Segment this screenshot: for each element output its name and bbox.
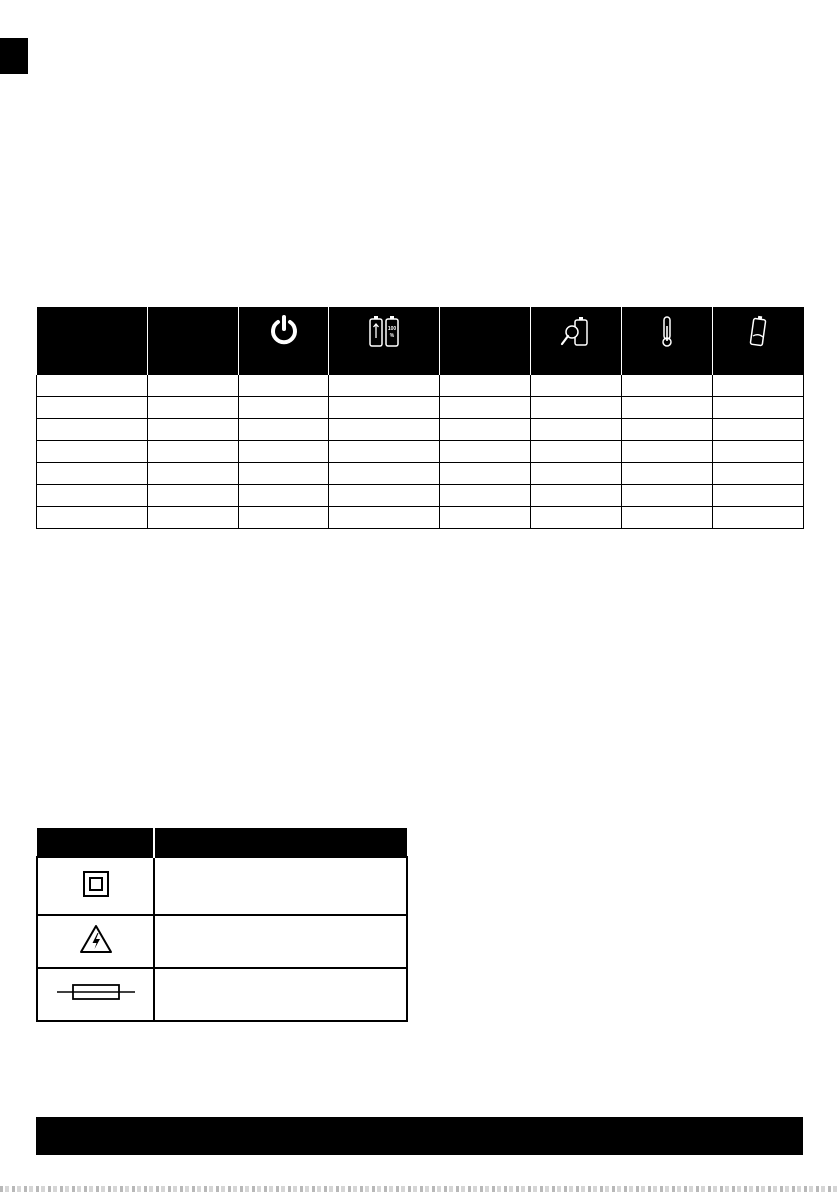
battery-search-icon [559, 314, 593, 348]
table-cell [148, 463, 239, 485]
header-cell-empty [37, 307, 148, 375]
table-cell [329, 485, 440, 507]
symbol-row [37, 915, 407, 968]
table-cell [329, 419, 440, 441]
symbol-description [154, 857, 407, 915]
table-cell [148, 507, 239, 529]
table-cell [37, 485, 148, 507]
header-cell-temperature [622, 307, 713, 375]
table-cell [622, 375, 713, 397]
header-cell-empty [148, 307, 239, 375]
electric-hazard-icon [79, 924, 113, 954]
table-cell [239, 375, 329, 397]
table-cell [37, 397, 148, 419]
page-edge-strip [0, 1186, 840, 1192]
table-cell [713, 441, 804, 463]
table-cell [440, 419, 531, 441]
table-cell [440, 507, 531, 529]
thermometer-icon [657, 314, 677, 348]
symbol-row [37, 968, 407, 1021]
table-row [37, 463, 804, 485]
table-cell [329, 397, 440, 419]
table-cell [148, 375, 239, 397]
table-cell [37, 375, 148, 397]
table-cell [531, 485, 622, 507]
battery-charge-100-icon [366, 314, 402, 348]
table-cell [531, 419, 622, 441]
table-cell [440, 485, 531, 507]
table-cell [329, 507, 440, 529]
table-cell [440, 441, 531, 463]
table-cell [440, 397, 531, 419]
table-cell [329, 441, 440, 463]
table-cell [329, 463, 440, 485]
table-cell [37, 441, 148, 463]
symbols-table [36, 828, 408, 1022]
table-cell [148, 485, 239, 507]
table-header-row [37, 307, 804, 375]
symbol-cell [37, 915, 154, 968]
table-cell [713, 419, 804, 441]
table-cell [239, 507, 329, 529]
symbol-row [37, 857, 407, 915]
table-row [37, 441, 804, 463]
table-cell [531, 441, 622, 463]
header-cell-battery-check [531, 307, 622, 375]
table-cell [37, 507, 148, 529]
symbols-header-cell [154, 828, 407, 857]
table-cell [622, 485, 713, 507]
header-cell-battery-low [713, 307, 804, 375]
table-row [37, 397, 804, 419]
table-cell [440, 375, 531, 397]
table-row [37, 419, 804, 441]
symbols-header-row [37, 828, 407, 857]
table-cell [239, 441, 329, 463]
table-cell [440, 463, 531, 485]
symbol-cell [37, 857, 154, 915]
table-cell [148, 419, 239, 441]
table-cell [148, 397, 239, 419]
table-cell [239, 397, 329, 419]
table-cell [329, 375, 440, 397]
table-cell [713, 507, 804, 529]
table-cell [622, 419, 713, 441]
table-cell [148, 441, 239, 463]
symbol-cell [37, 968, 154, 1021]
table-row [37, 375, 804, 397]
svg-text:100: 100 [387, 326, 397, 332]
language-tab [0, 38, 28, 74]
table-cell [713, 485, 804, 507]
table-cell [239, 485, 329, 507]
table-cell [37, 463, 148, 485]
table-cell [531, 397, 622, 419]
table-cell [622, 441, 713, 463]
table-cell [713, 463, 804, 485]
table-cell [531, 507, 622, 529]
table-cell [531, 463, 622, 485]
footer-bar [36, 1117, 803, 1155]
table-cell [531, 375, 622, 397]
header-cell-empty [440, 307, 531, 375]
table-row [37, 485, 804, 507]
svg-text:%: % [389, 333, 395, 339]
symbols-header-cell [37, 828, 154, 857]
table-cell [622, 507, 713, 529]
table-row [37, 507, 804, 529]
header-cell-battery-full [329, 307, 440, 375]
table-cell [37, 419, 148, 441]
fuse-icon [57, 982, 135, 1002]
table-cell [622, 463, 713, 485]
table-cell [239, 419, 329, 441]
table-cell [622, 397, 713, 419]
symbol-description [154, 968, 407, 1021]
status-indicator-table [36, 307, 804, 529]
table-cell [713, 397, 804, 419]
symbol-description [154, 915, 407, 968]
table-cell [713, 375, 804, 397]
double-insulation-icon [83, 871, 109, 897]
power-icon [269, 314, 299, 346]
battery-low-icon [746, 314, 770, 348]
table-cell [239, 463, 329, 485]
header-cell-power [239, 307, 329, 375]
